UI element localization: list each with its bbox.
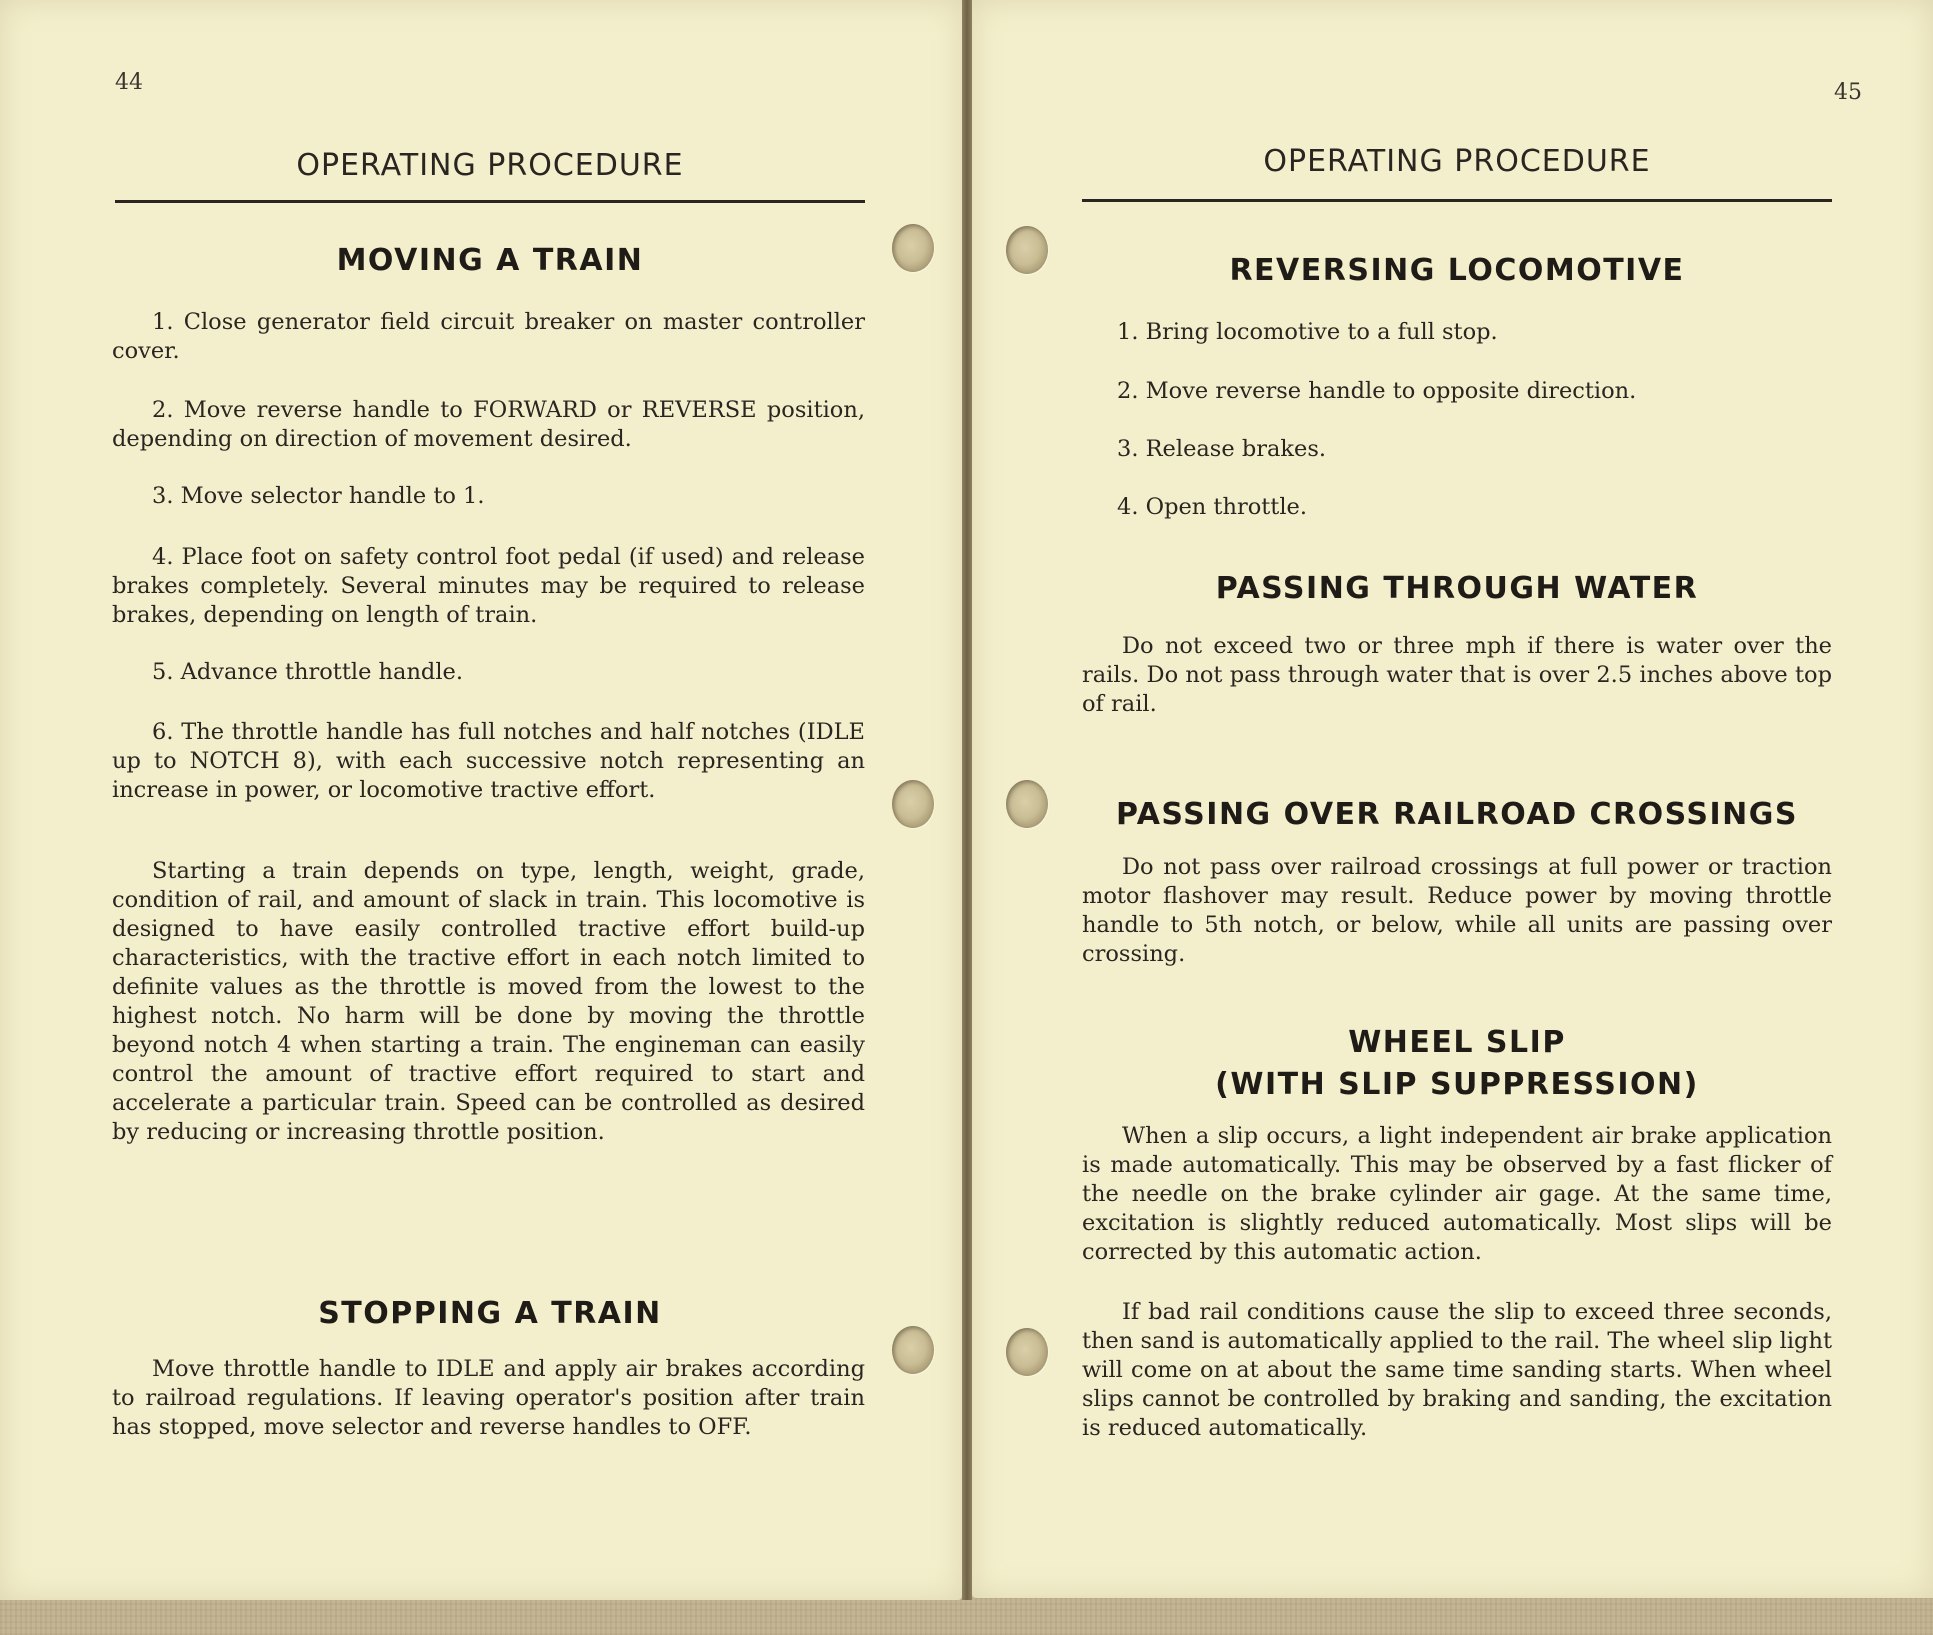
heading-passing-over-railroad-crossings: PASSING OVER RAILROAD CROSSINGS bbox=[1115, 797, 1799, 832]
starting-train-paragraph: Starting a train depends on type, length, weight, grade, condition of rail, and amount of slack in train. This locomotive is designed to have easily controlled tractive effort build-up characteristics, with the tractive effort in each notch limited to definite values as the throttle is moved from the lowest to the highest notch. No harm will be done by moving the throttle beyond notch 4 when starting a train. The engineman can easily control the amount of tractive effort required to start and accelerate a particular train. Speed can be controlled as desired by reducing or increasing throttle position. bbox=[112, 858, 865, 1145]
binder-hole-top-left bbox=[892, 224, 934, 272]
wheel-slip-paragraph-1: When a slip occurs, a light independent air brake application is made automatically. This may be observed by a fast flicker of the needle on the brake cylinder air gage. At the same time, excitation is slightly reduced automatically. Most slips will be corrected by this automatic action. bbox=[1082, 1123, 1832, 1265]
item-5: 5. Advance throttle handle. bbox=[152, 659, 464, 685]
header-rule-right bbox=[1082, 199, 1832, 202]
item-2: 2. Move reverse handle to FORWARD or REVERSE position, depending on direction of movement desired. bbox=[112, 397, 865, 452]
crossings-paragraph: Do not pass over railroad crossings at full power or traction motor flashover may result. Reduce power by moving throttle handle to 5th notch, or below, while all units are passing over crossing. bbox=[1082, 854, 1832, 967]
heading-moving-a-train: MOVING A TRAIN bbox=[336, 243, 644, 278]
item-4: 4. Place foot on safety control foot pedal (if used) and release brakes completely. Several minutes may be required to release brakes, depending on length of train. bbox=[112, 544, 865, 628]
heading-reversing-locomotive: REVERSING LOCOMOTIVE bbox=[1229, 253, 1685, 288]
running-head-right: OPERATING PROCEDURE bbox=[1263, 144, 1651, 179]
wheel-slip-paragraph-2: If bad rail conditions cause the slip to exceed three seconds, then sand is automatically applied to the rail. The wheel slip light will come on at about the same time sanding starts. When wheel slips cannot be controlled by braking and sanding, the excitation is reduced automatically. bbox=[1082, 1299, 1832, 1441]
heading-wheel-slip: WHEEL SLIP (WITH SLIP SUPPRESSION) bbox=[1215, 1025, 1699, 1102]
item-3: 3. Move selector handle to 1. bbox=[152, 483, 485, 509]
left-page bbox=[0, 0, 962, 1600]
page-gutter bbox=[962, 0, 972, 1600]
right-page bbox=[972, 0, 1933, 1598]
stopping-train-paragraph: Move throttle handle to IDLE and apply air brakes according to railroad regulations. If leaving operator's position after train has stopped, move selector and reverse handles to OFF. bbox=[112, 1356, 865, 1440]
page-number-left: 44 bbox=[115, 70, 143, 95]
water-paragraph: Do not exceed two or three mph if there is water over the rails. Do not pass through water that is over 2.5 inches above top of rail. bbox=[1082, 633, 1832, 717]
binder-hole-bottom-left bbox=[892, 1326, 934, 1374]
reverse-item-1: 1. Bring locomotive to a full stop. bbox=[1117, 319, 1498, 345]
binder-hole-middle-right bbox=[1006, 780, 1048, 828]
reverse-item-3: 3. Release brakes. bbox=[1117, 436, 1327, 462]
heading-stopping-a-train: STOPPING A TRAIN bbox=[318, 1296, 662, 1331]
binder-hole-bottom-right bbox=[1006, 1328, 1048, 1376]
heading-passing-through-water: PASSING THROUGH WATER bbox=[1215, 571, 1699, 606]
reverse-item-2: 2. Move reverse handle to opposite direction. bbox=[1117, 378, 1637, 404]
header-rule-left bbox=[115, 200, 865, 203]
item-1: 1. Close generator field circuit breaker on master controller cover. bbox=[112, 309, 865, 364]
binder-hole-top-right bbox=[1006, 226, 1048, 274]
page-number-right: 45 bbox=[1834, 80, 1862, 105]
item-6: 6. The throttle handle has full notches and half notches (IDLE up to NOTCH 8), with each successive notch representing an increase in power, or locomotive tractive effort. bbox=[112, 719, 865, 803]
running-head-left: OPERATING PROCEDURE bbox=[296, 148, 684, 183]
reverse-item-4: 4. Open throttle. bbox=[1117, 494, 1308, 520]
binder-hole-middle-left bbox=[892, 780, 934, 828]
